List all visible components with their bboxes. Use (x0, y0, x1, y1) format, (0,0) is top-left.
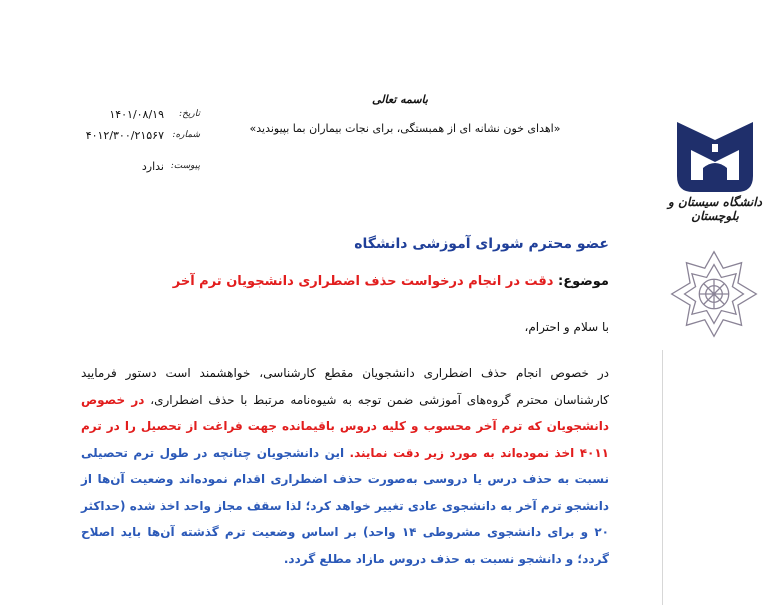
date-label: تاریخ: (179, 109, 200, 119)
body-text-red-emphasis: در خصوص دانشجویان که ترم آخر محسوب و کلیه دروس باقیمانده جهت فراغت از تحصیل را در ترم ۴۰۱۱ اخذ نموده‌اند به مورد زیر دقت نمایند. (81, 392, 609, 460)
recipient-line: عضو محترم شورای آموزشی دانشگاه (354, 236, 609, 252)
number-row (50, 129, 200, 147)
slogan: «اهدای خون نشانه ای از همبستگی، برای نجات بیماران بما بپیوندید» (249, 122, 561, 135)
margin-divider (662, 350, 663, 605)
body-text-normal: در خصوص انجام حذف اضطراری دانشجویان مقطع کارشناسی، خواهشمند است دستور فرمایید کارشناسان محترم گروه‌های آموزشی ضمن توجه به شیوه‌نامه مرتبط با حذف اضطراری، (81, 366, 610, 407)
ornament-icon (668, 248, 760, 340)
date-row (50, 108, 200, 126)
attachment-value: ندارد (141, 160, 164, 173)
subject-line (129, 274, 609, 289)
invocation-heading: باسمه تعالی (372, 93, 428, 106)
body-paragraph (81, 360, 609, 572)
body-text-blue-emphasis: این دانشجویان چنانچه در طول ترم تحصیلی نسبت به حذف درس یا دروسی به‌صورت حذف اضطراری اقدام نموده‌اند وضعیت آن‌ها از دانشجو ترم آخر به دانشجوی عادی تغییر خواهد کرد؛ لذا سقف مجاز واحد اخذ شده (حداکثر ۲۰ و برای دانشجوی مشروطی ۱۴ واحد) بر اساس وضعیت ترم گذشته آن‌ها باید اصلاح گردد؛ و دانشجو نسبت به حذف دروس مازاد مطلع گردد. (81, 445, 609, 566)
number-label: شماره: (172, 130, 200, 140)
greeting: با سلام و احترام، (524, 320, 609, 334)
number-value: ۴۰۱۲/۳۰۰/۲۱۵۶۷ (85, 129, 164, 142)
university-name: دانشگاه سیستان و بلوچستان (668, 195, 762, 223)
attachment-row (50, 160, 200, 178)
subject-text: دقت در انجام درخواست حذف اضطراری دانشجویان ترم آخر (172, 274, 554, 289)
attachment-label: پیوست: (170, 161, 200, 171)
subject-label: موضوع: (553, 274, 609, 289)
date-value: ۱۴۰۱/۰۸/۱۹ (109, 108, 164, 121)
